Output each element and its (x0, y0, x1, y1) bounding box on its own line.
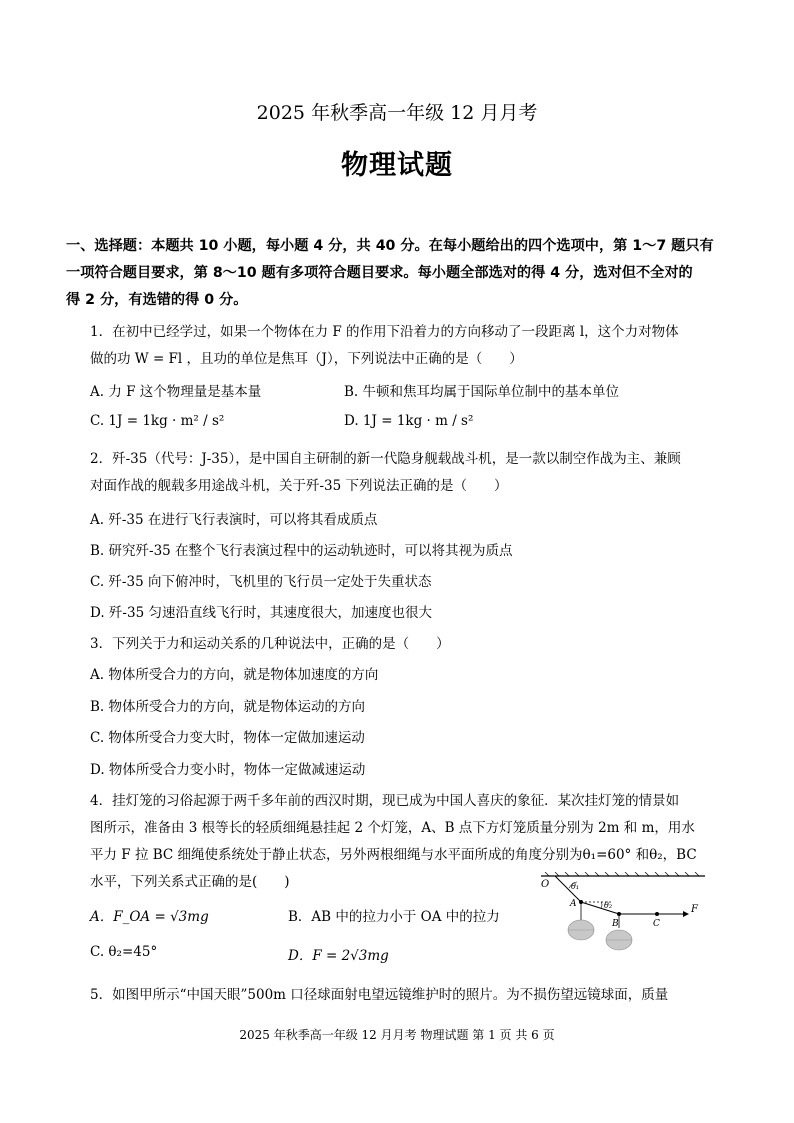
q3-option-d: D. 物体所受合力变小时，物体一定做减速运动 (90, 762, 366, 778)
section-heading-line3: 得 2 分，有选错的得 0 分。 (66, 292, 248, 308)
theta2-arc (601, 902, 602, 908)
q4-text-line3: 平力 F 拉 BC 细绳使系统处于静止状态，另外两根细绳与水平面所成的角度分别为θ₁=60° 和θ₂，BC (90, 847, 697, 863)
q2-text-line1: 2．歼-35（代号：J-35），是中国自主研制的新一代隐身舰载战斗机，是一款以制空作战为主、兼顾 (90, 451, 681, 467)
q2-option-a: A. 歼-35 在进行飞行表演时，可以将其看成质点 (90, 512, 378, 528)
label-a: A (570, 899, 577, 909)
q2-option-b: B. 研究歼-35 在整个飞行表演过程中的运动轨迹时，可以将其视为质点 (90, 543, 513, 559)
rope-ab (581, 902, 619, 914)
page-footer: 2025 年秋季高一年级 12 月月考 物理试题 第 1 页 共 6 页 (239, 1028, 555, 1042)
q2-option-d: D. 歼-35 匀速沿直线飞行时，其速度很大，加速度也很大 (90, 605, 432, 621)
q4-option-b: B．AB 中的拉力小于 OA 中的拉力 (288, 909, 500, 925)
q1-option-d: D. 1J = 1kg · m / s² (344, 413, 474, 429)
q1-text-line2: 做的功 W = Fl ，且功的单位是焦耳（J），下列说法中正确的是（ ） (90, 351, 523, 367)
q3-option-c: C. 物体所受合力变大时，物体一定做加速运动 (90, 730, 365, 746)
label-b: B (612, 919, 619, 929)
label-f: F (691, 904, 698, 915)
q4-option-d: D．F = 2√3mg (288, 948, 389, 964)
q4-text-line4: 水平，下列关系式正确的是( ) (90, 874, 290, 890)
label-theta1: θ₁ (571, 882, 580, 891)
q1-text-line1: 1．在初中已经学过，如果一个物体在力 F 的作用下沿着力的方向移动了一段距离 l，这个力对物体 (90, 324, 679, 340)
section-heading-line1: 一、选择题：本题共 10 小题，每小题 4 分，共 40 分。在每小题给出的四个选项中，第 1～7 题只有 (66, 238, 714, 254)
point-c (655, 912, 659, 916)
q3-option-a: A. 物体所受合力的方向，就是物体加速度的方向 (90, 667, 379, 683)
q4-option-c: C. θ₂=45° (90, 944, 158, 960)
q4-text-line1: 4．挂灯笼的习俗起源于两千多年前的西汉时期，现已成为中国人喜庆的象征．某次挂灯笼的情景如 (90, 793, 680, 809)
force-arrowhead (683, 911, 689, 917)
subject-title: 物理试题 (341, 150, 453, 181)
q2-option-c: C. 歼-35 向下俯冲时，飞机里的飞行员一定处于失重状态 (90, 574, 432, 590)
q1-option-b: B. 牛顿和焦耳均属于国际单位制中的基本单位 (344, 384, 620, 400)
label-c: C (653, 919, 660, 929)
q3-text-line1: 3．下列关于力和运动关系的几种说法中，正确的是（ ） (90, 636, 450, 652)
q1-option-c: C. 1J = 1kg · m² / s² (90, 413, 225, 429)
q4-option-a: A．F_OA = √3mg (90, 909, 209, 925)
q1-option-a: A. 力 F 这个物理量是基本量 (90, 384, 262, 400)
label-o: O (541, 879, 550, 890)
section-heading-line2: 一项符合题目要求，第 8～10 题有多项符合题目要求。每小题全部选对的得 4 分，选对但不全对的 (66, 265, 693, 281)
q3-option-b: B. 物体所受合力的方向，就是物体运动的方向 (90, 699, 366, 715)
label-theta2: θ₂ (604, 901, 613, 910)
q2-text-line2: 对面作战的舰载多用途战斗机，关于歼-35 下列说法正确的是（ ） (90, 478, 508, 494)
exam-title: 2025 年秋季高一年级 12 月月考 (256, 102, 538, 124)
q5-text-line1: 5．如图甲所示“中国天眼”500m 口径球面射电望远镜维护时的照片。为不损伤望远镜球面，质量 (90, 987, 669, 1003)
q4-text-line2: 图所示，准备由 3 根等长的轻质细绳悬挂起 2 个灯笼，A、B 点下方灯笼质量分别为 2m 和 m，用水 (90, 820, 695, 836)
lantern-diagram (533, 872, 713, 958)
